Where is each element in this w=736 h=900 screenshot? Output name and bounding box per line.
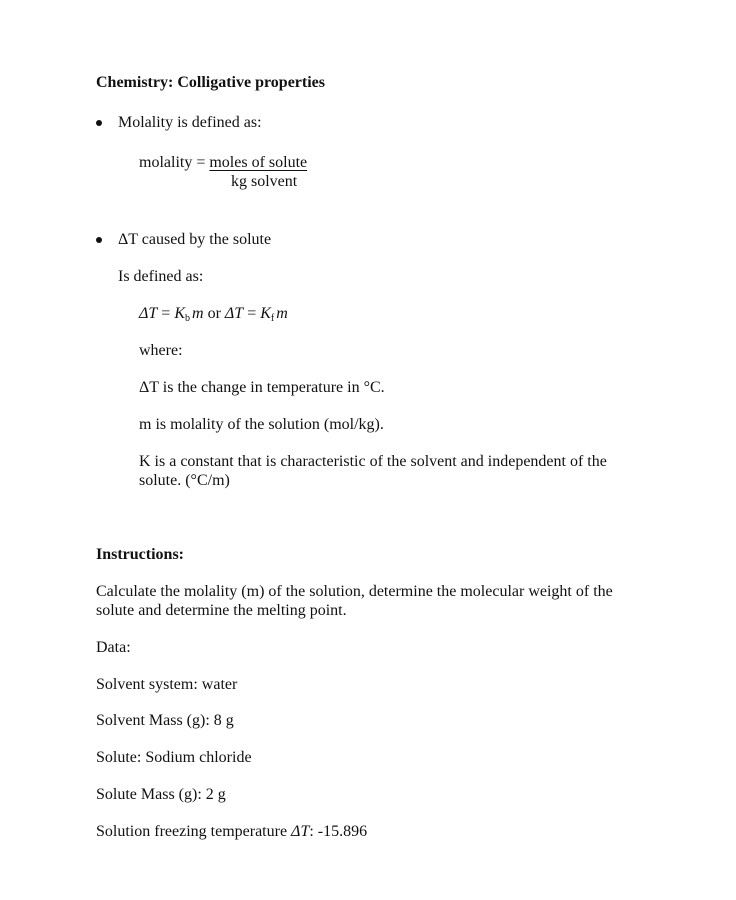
solute-mass: Solute Mass (g): 2 g <box>96 786 226 803</box>
molality-lhs: molality = <box>139 154 210 171</box>
formula-sub-b: b <box>185 313 190 324</box>
formula-delta-t-2: ΔT <box>224 305 244 322</box>
solvent-system: Solvent system: water <box>96 676 238 693</box>
defined-as-text: Is defined as: <box>118 268 204 285</box>
formula-eq-2: = <box>243 305 261 322</box>
instructions-heading: Instructions: <box>96 546 185 563</box>
molality-numerator: moles of solute <box>209 154 308 171</box>
solvent-mass: Solvent Mass (g): 8 g <box>96 712 234 729</box>
freezing-temperature <box>96 822 367 841</box>
delta-t-formula <box>139 304 288 325</box>
formula-k-b: K <box>174 305 185 322</box>
formula-or: or <box>203 305 225 322</box>
freezing-symbol: ΔT <box>291 823 310 840</box>
data-label: Data: <box>96 639 131 656</box>
molality-denominator: kg solvent <box>231 173 298 190</box>
m-definition: m is molality of the solution (mol/kg). <box>139 416 384 433</box>
formula-m-2: m <box>276 305 288 322</box>
instructions-body: Calculate the molality (m) of the solution, determine the molecular weight of the solute and determine the melting point. <box>96 583 613 619</box>
freezing-prefix: Solution freezing temperature <box>96 823 292 840</box>
formula-eq-1: = <box>157 305 175 322</box>
bullet-marker <box>96 237 102 243</box>
molality-bullet-text: Molality is defined as: <box>118 114 262 131</box>
where-text: where: <box>139 342 183 359</box>
k-definition: K is a constant that is characteristic of the solvent and independent of the solute. (°C/m) <box>139 453 607 489</box>
freezing-value: : -15.896 <box>309 823 368 840</box>
molality-formula <box>139 153 307 172</box>
delta-t-definition: ΔT is the change in temperature in °C. <box>139 379 385 396</box>
formula-delta-t-1: ΔT <box>139 305 158 322</box>
delta-t-bullet-text: ΔT caused by the solute <box>118 231 272 248</box>
page-title: Chemistry: Colligative properties <box>96 74 325 91</box>
formula-m-1: m <box>192 305 204 322</box>
bullet-marker <box>96 120 102 126</box>
formula-sub-f: f <box>270 313 275 324</box>
formula-k-f: K <box>260 305 271 322</box>
solute: Solute: Sodium chloride <box>96 749 252 766</box>
